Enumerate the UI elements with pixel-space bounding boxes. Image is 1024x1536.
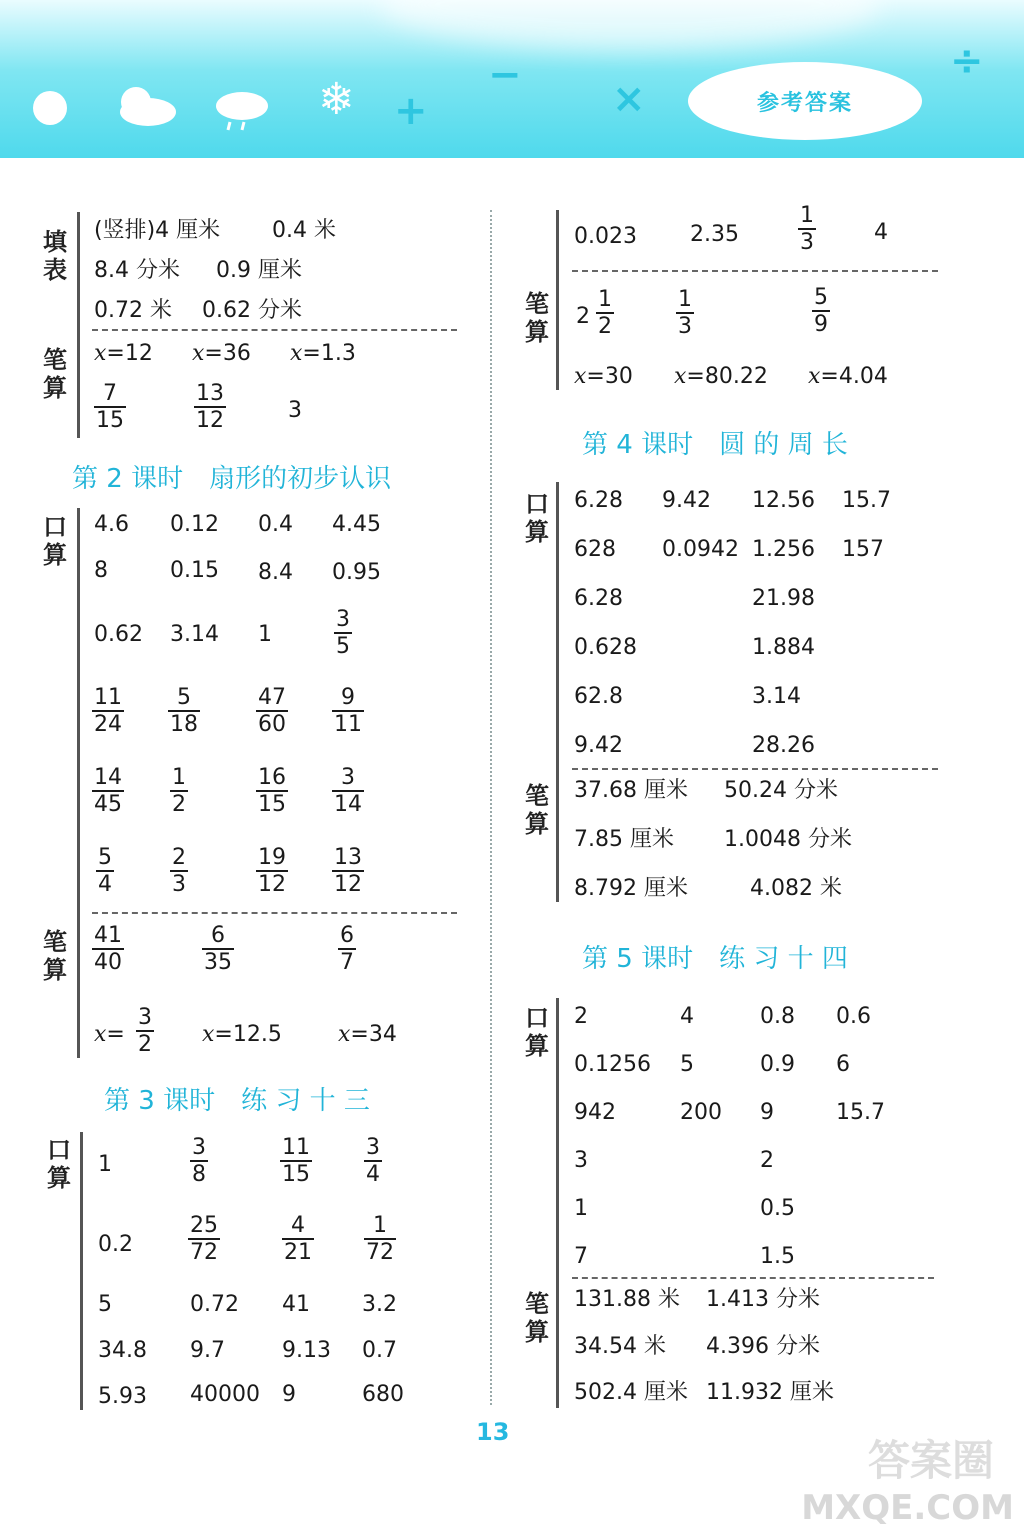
fraction: $\frac{3}{14}$ <box>334 765 362 817</box>
answer: 0.8 <box>760 1004 795 1029</box>
answer: 6.28 <box>574 586 623 611</box>
plus-icon: + <box>394 88 428 134</box>
answer: 200 <box>680 1100 722 1125</box>
answer: 0.12 <box>170 512 219 537</box>
answer: 131.88 米 <box>574 1287 680 1312</box>
answer: 4 <box>680 1004 694 1029</box>
section-rule <box>556 210 559 390</box>
equation: x=80.22 <box>674 364 768 389</box>
answer: 0.4 米 <box>272 218 336 243</box>
answer: 41 <box>282 1292 310 1317</box>
fraction: $\frac{1}{72}$ <box>366 1213 394 1265</box>
answer: 1.5 <box>760 1244 795 1269</box>
answer: 7 <box>574 1244 588 1269</box>
equation: x=1.3 <box>290 341 356 366</box>
sun-icon <box>30 88 70 128</box>
fraction: $\frac{16}{15}$ <box>258 765 286 817</box>
answer: 9.42 <box>574 733 623 758</box>
answer: 5 <box>98 1292 112 1317</box>
cloud-sun-icon <box>110 80 180 130</box>
fraction: $\frac{5}{4}$ <box>98 845 112 897</box>
fraction: $\frac{11}{24}$ <box>94 685 122 737</box>
answer: 9 <box>282 1382 296 1407</box>
section-rule <box>556 482 559 902</box>
answer: 9 <box>760 1100 774 1125</box>
equation: x=36 <box>192 341 251 366</box>
section-separator <box>92 329 457 331</box>
section-separator <box>572 270 938 272</box>
answer: 9.13 <box>282 1338 331 1363</box>
section-separator <box>572 1277 934 1279</box>
fraction: $\frac{1}{2}$ <box>598 287 612 339</box>
fraction: $\frac{14}{45}$ <box>94 765 122 817</box>
equation: x=34 <box>338 1022 397 1047</box>
fraction: $\frac{2}{3}$ <box>172 845 186 897</box>
answer: 4.082 米 <box>750 876 842 901</box>
answer: 6 <box>836 1052 850 1077</box>
equation: x=30 <box>574 364 633 389</box>
fraction: $\frac{6}{35}$ <box>204 923 232 975</box>
equation: x=12.5 <box>202 1022 282 1047</box>
answer: 9.7 <box>190 1338 225 1363</box>
section-label-bisuan: 笔算 <box>525 782 549 838</box>
answer: 1.884 <box>752 635 815 660</box>
answer: 0.1256 <box>574 1052 651 1077</box>
answer: 1.413 分米 <box>706 1287 820 1312</box>
section-label-bisuan: 笔算 <box>43 346 67 402</box>
section-rule <box>77 212 80 438</box>
answer: 1.256 <box>752 537 815 562</box>
fraction: $\frac{3}{5}$ <box>336 607 350 659</box>
answer: 2 <box>574 1004 588 1029</box>
answer: 942 <box>574 1100 616 1125</box>
answer: 3.2 <box>362 1292 397 1317</box>
column-divider <box>490 210 492 1405</box>
mixed-number-whole: 2 <box>576 304 590 329</box>
section-rule <box>77 508 80 1058</box>
answer: 12.56 <box>752 488 815 513</box>
section-label-bisuan: 笔算 <box>525 1290 549 1346</box>
fraction: $\frac{9}{11}$ <box>334 685 362 737</box>
answer: 0.628 <box>574 635 637 660</box>
fraction: $\frac{1}{2}$ <box>172 765 186 817</box>
equation: x=12 <box>94 341 153 366</box>
answer: 62.8 <box>574 684 623 709</box>
lesson-title: 第 4 课时 圆 的 周 长 <box>582 430 848 460</box>
answer: 34.54 米 <box>574 1334 666 1359</box>
answer: 502.4 厘米 <box>574 1380 688 1405</box>
answer: 8 <box>94 558 108 583</box>
answer: 5 <box>680 1052 694 1077</box>
section-label-bisuan: 笔算 <box>525 290 549 346</box>
answer: 8.4 分米 <box>94 258 180 283</box>
fraction: $\frac{25}{72}$ <box>190 1213 218 1265</box>
answer: 0.15 <box>170 558 219 583</box>
divide-icon: ÷ <box>950 38 984 84</box>
answer: 0.95 <box>332 560 381 585</box>
answer: 34.8 <box>98 1338 147 1363</box>
answer: 8.792 厘米 <box>574 876 688 901</box>
lesson-title: 第 2 课时 扇形的初步认识 <box>72 464 392 494</box>
answer: 680 <box>362 1382 404 1407</box>
section-label-kousuan: 口算 <box>525 1004 549 1060</box>
answer: 4 <box>874 220 888 245</box>
fraction: $\frac{4}{21}$ <box>284 1213 312 1265</box>
answer: 21.98 <box>752 586 815 611</box>
answer: 15.7 <box>842 488 891 513</box>
fraction: $\frac{5}{18}$ <box>170 685 198 737</box>
answer: 3 <box>574 1148 588 1173</box>
answer: 0.6 <box>836 1004 871 1029</box>
cloud-rain-icon <box>210 84 274 134</box>
section-separator <box>92 912 457 914</box>
fraction: $\frac{1}{3}$ <box>678 287 692 339</box>
answer: 1 <box>574 1196 588 1221</box>
fraction: $\frac{6}{7}$ <box>340 923 354 975</box>
section-label-kousuan: 口算 <box>47 1136 71 1192</box>
header-banner <box>0 0 1024 158</box>
section-rule <box>80 1132 83 1410</box>
section-separator <box>572 768 938 770</box>
answer: 7.85 厘米 <box>574 827 674 852</box>
fraction: $\frac{13}{12}$ <box>334 845 362 897</box>
answer: 157 <box>842 537 884 562</box>
answer: 11.932 厘米 <box>706 1380 834 1405</box>
fraction: $\frac{47}{60}$ <box>258 685 286 737</box>
answer: 0.72 <box>190 1292 239 1317</box>
answer: 628 <box>574 537 616 562</box>
fraction: $\frac{5}{9}$ <box>814 285 828 337</box>
answer: 3.14 <box>752 684 801 709</box>
fraction: $\frac{3}{4}$ <box>366 1135 380 1187</box>
fraction: $\frac{3}{8}$ <box>192 1135 206 1187</box>
fraction: $\frac{7}{15}$ <box>96 381 124 433</box>
answer: 0.7 <box>362 1338 397 1363</box>
answer: 0.023 <box>574 224 637 249</box>
answer: 0.9 厘米 <box>216 258 302 283</box>
answer: 9.42 <box>662 488 711 513</box>
answer: 50.24 分米 <box>724 778 838 803</box>
fraction: $\frac{41}{40}$ <box>94 923 122 975</box>
answer: 1.0048 分米 <box>724 827 852 852</box>
answer: 4.396 分米 <box>706 1334 820 1359</box>
answer: 3.14 <box>170 622 219 647</box>
fraction: $\frac{11}{15}$ <box>282 1135 310 1187</box>
answer: 2.35 <box>690 222 739 247</box>
section-label-kousuan: 口算 <box>525 490 549 546</box>
fraction: $\frac{13}{12}$ <box>196 381 224 433</box>
page-number: 13 <box>476 1418 510 1446</box>
equation: x=4.04 <box>808 364 888 389</box>
snowflake-icon: ❄ <box>318 74 355 125</box>
answer: 0.9 <box>760 1052 795 1077</box>
answer: 4.6 <box>94 512 129 537</box>
fraction: $\frac{19}{12}$ <box>258 845 286 897</box>
section-label-bisuan: 笔算 <box>43 928 67 984</box>
answer: 3 <box>288 398 302 423</box>
fraction: $\frac{1}{3}$ <box>800 203 814 255</box>
answer: 8.4 <box>258 560 293 585</box>
lesson-title: 第 3 课时 练 习 十 三 <box>104 1086 370 1116</box>
watermark-logo: 答案圈 <box>867 1436 994 1485</box>
answer: 1 <box>258 622 272 647</box>
answer: 0.0942 <box>662 537 739 562</box>
answer: 0.72 米 <box>94 298 172 323</box>
answer: 0.5 <box>760 1196 795 1221</box>
answer: 40000 <box>190 1382 260 1407</box>
answer: 1 <box>98 1152 112 1177</box>
answer: 0.62 分米 <box>202 298 302 323</box>
answer: 5.93 <box>98 1384 147 1409</box>
fraction: $\frac{3}{2}$ <box>138 1005 152 1057</box>
answer: 0.2 <box>98 1232 133 1257</box>
watermark: MXQE.COM <box>801 1488 1014 1528</box>
banner-highlight <box>380 0 880 50</box>
equation: x= <box>94 1022 125 1047</box>
answer: (竖排)4 厘米 <box>94 218 221 243</box>
times-icon: × <box>612 76 646 122</box>
answer: 6.28 <box>574 488 623 513</box>
answer: 2 <box>760 1148 774 1173</box>
minus-icon: − <box>488 52 522 98</box>
badge-text: 参考答案 <box>756 90 853 116</box>
answer: 15.7 <box>836 1100 885 1125</box>
answer: 0.4 <box>258 512 293 537</box>
answer: 4.45 <box>332 512 381 537</box>
answer: 28.26 <box>752 733 815 758</box>
answer-key-badge <box>688 62 922 140</box>
section-rule <box>556 998 559 1408</box>
section-label-tianbiao: 填表 <box>43 228 67 284</box>
section-label-kousuan: 口算 <box>43 513 67 569</box>
answer: 0.62 <box>94 622 143 647</box>
answer: 37.68 厘米 <box>574 778 688 803</box>
lesson-title: 第 5 课时 练 习 十 四 <box>582 944 848 974</box>
